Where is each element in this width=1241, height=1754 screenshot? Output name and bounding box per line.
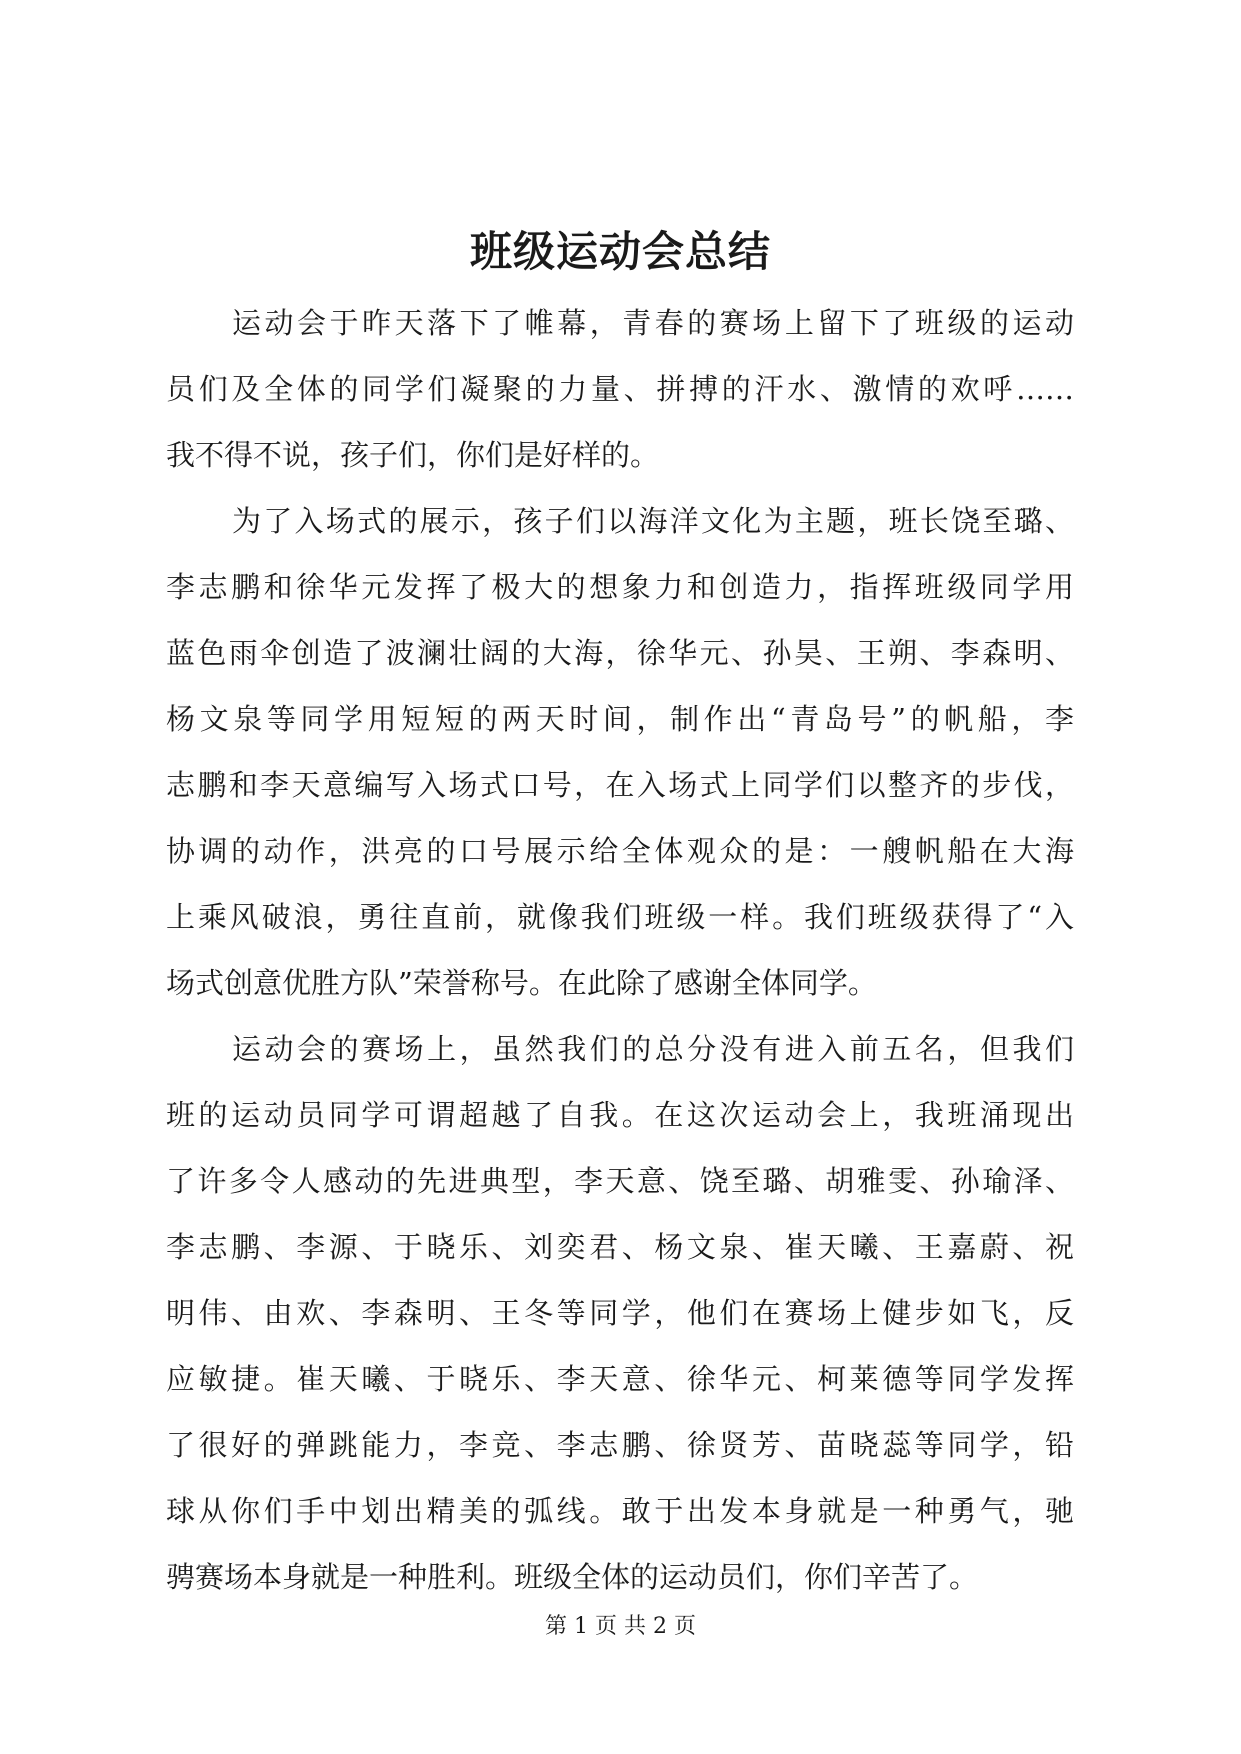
- paragraph-2-line-8: 场式创意优胜方队”荣誉称号。在此除了感谢全体同学。: [166, 966, 877, 1000]
- paragraph-3-line-8: 球从你们手中划出精美的弧线。敢于出发本身就是一种勇气，驰: [166, 1494, 1074, 1528]
- paragraph-2-line-5: 志鹏和李天意编写入场式口号，在入场式上同学们以整齐的步伐，: [166, 768, 1074, 802]
- paragraph-3-line-1: 运动会的赛场上，虽然我们的总分没有进入前五名，但我们: [232, 1032, 1074, 1066]
- paragraph-2-line-4: 杨文泉等同学用短短的两天时间，制作出“青岛号”的帆船，李: [166, 702, 1074, 736]
- paragraph-2-line-6: 协调的动作，洪亮的口号展示给全体观众的是：一艘帆船在大海: [166, 834, 1074, 868]
- paragraph-3-line-7: 了很好的弹跳能力，李竞、李志鹏、徐贤芳、苗晓蕊等同学，铅: [166, 1428, 1074, 1462]
- paragraph-2-line-3: 蓝色雨伞创造了波澜壮阔的大海，徐华元、孙昊、王朔、李森明、: [166, 636, 1074, 670]
- document-body: [166, 290, 1074, 1610]
- paragraph-2-line-2: 李志鹏和徐华元发挥了极大的想象力和创造力，指挥班级同学用: [166, 570, 1074, 604]
- paragraph-1-line-2: 员们及全体的同学们凝聚的力量、拼搏的汗水、激情的欢呼……: [166, 372, 1074, 406]
- paragraph-3-line-5: 明伟、由欢、李森明、王冬等同学，他们在赛场上健步如飞，反: [166, 1296, 1074, 1330]
- paragraph-3-line-9: 骋赛场本身就是一种胜利。班级全体的运动员们，你们辛苦了。: [166, 1560, 979, 1594]
- paragraph-1-line-1: 运动会于昨天落下了帷幕，青春的赛场上留下了班级的运动: [232, 306, 1074, 340]
- document-title: 班级运动会总结: [469, 227, 771, 276]
- paragraph-1-line-3: 我不得不说，孩子们，你们是好样的。: [166, 438, 660, 472]
- paragraph-3-line-2: 班的运动员同学可谓超越了自我。在这次运动会上，我班涌现出: [166, 1098, 1074, 1132]
- paragraph-2-line-1: 为了入场式的展示，孩子们以海洋文化为主题，班长饶至璐、: [232, 504, 1074, 538]
- paragraph-2-line-7: 上乘风破浪，勇往直前，就像我们班级一样。我们班级获得了“入: [166, 900, 1074, 934]
- paragraph-3-line-4: 李志鹏、李源、于晓乐、刘奕君、杨文泉、崔天曦、王嘉蔚、祝: [166, 1230, 1074, 1264]
- page-footer: 第 1 页 共 2 页: [545, 1614, 696, 1639]
- paragraph-3-line-3: 了许多令人感动的先进典型，李天意、饶至璐、胡雅雯、孙瑜泽、: [166, 1164, 1074, 1198]
- paragraph-3-line-6: 应敏捷。崔天曦、于晓乐、李天意、徐华元、柯莱德等同学发挥: [166, 1362, 1074, 1396]
